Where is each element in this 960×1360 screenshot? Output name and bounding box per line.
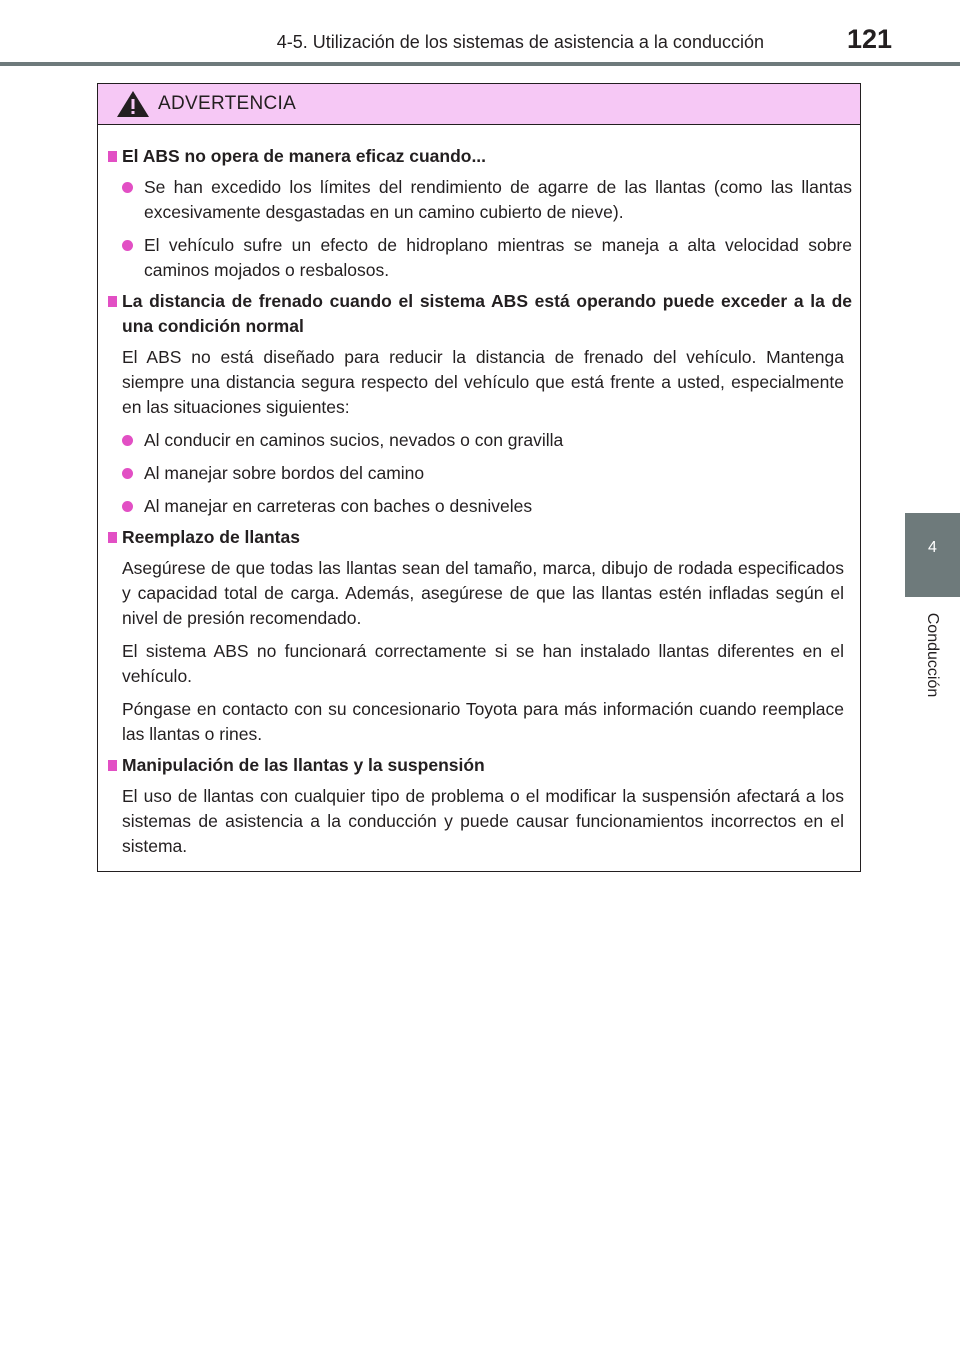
warning-triangle-icon <box>116 90 150 123</box>
list-item <box>108 175 852 225</box>
paragraph: Asegúrese de que todas las llantas sean del tamaño, marca, dibujo de rodada especificados y capacidad total de carga. Además, asegúrese de que las llantas estén infladas según el nivel de presión recomendado. <box>122 558 844 628</box>
list-item-text: Al conducir en caminos sucios, nevados o con gravilla <box>144 430 564 450</box>
list-item <box>108 233 852 283</box>
section-heading-text: Manipulación de las llantas y la suspensión <box>122 755 485 775</box>
square-bullet-icon <box>108 532 117 543</box>
list-item <box>108 428 852 453</box>
section-heading <box>108 144 852 169</box>
header-title: 4-5. Utilización de los sistemas de asistencia a la conducción <box>276 32 764 52</box>
chapter-label: Conducción <box>924 612 941 698</box>
list-item-text: El vehículo sufre un efecto de hidroplano mientras se maneja a alta velocidad sobre caminos mojados o resbalosos. <box>144 235 852 280</box>
chapter-number: 4 <box>928 539 937 556</box>
section-heading <box>108 525 852 550</box>
section-heading <box>108 289 852 339</box>
round-bullet-icon <box>122 182 133 193</box>
round-bullet-icon <box>122 240 133 251</box>
section-heading <box>108 753 852 778</box>
paragraph: Póngase en contacto con su concesionario Toyota para más información cuando reemplace las llantas o rines. <box>122 699 844 744</box>
list-item-text: Se han excedido los límites del rendimiento de agarre de las llantas (como las llantas excesivamente desgastadas en un camino cubierto de nieve). <box>144 177 852 222</box>
warning-body <box>98 125 860 859</box>
round-bullet-icon <box>122 468 133 479</box>
header-rule <box>0 62 960 66</box>
list-item <box>108 494 852 519</box>
section-heading-text: El ABS no opera de manera eficaz cuando... <box>122 146 487 166</box>
warning-header <box>98 84 860 125</box>
warning-box <box>97 83 861 872</box>
round-bullet-icon <box>122 501 133 512</box>
square-bullet-icon <box>108 296 117 307</box>
page-number: 121 <box>846 24 892 54</box>
square-bullet-icon <box>108 760 117 771</box>
paragraph: El uso de llantas con cualquier tipo de problema o el modificar la suspensión afectará a los sistemas de asistencia a la conducción y puede causar funcionamientos incorrectos en el sistema. <box>122 786 844 856</box>
list-item <box>108 461 852 486</box>
chapter-tab <box>905 513 960 597</box>
list-item-text: Al manejar en carreteras con baches o desniveles <box>144 496 533 516</box>
round-bullet-icon <box>122 435 133 446</box>
paragraph: El sistema ABS no funcionará correctamente si se han instalado llantas diferentes en el vehículo. <box>122 641 844 686</box>
section-heading-text: Reemplazo de llantas <box>122 527 300 547</box>
list-item-text: Al manejar sobre bordos del camino <box>144 463 425 483</box>
warning-title: ADVERTENCIA <box>158 93 297 114</box>
paragraph: El ABS no está diseñado para reducir la distancia de frenado del vehículo. Mantenga siempre una distancia segura respecto del vehículo que está frente a usted, especialmente en las situaciones siguientes: <box>122 347 844 417</box>
square-bullet-icon <box>108 151 117 162</box>
section-heading-text: La distancia de frenado cuando el sistema ABS está operando puede exceder a la de una condición normal <box>122 291 852 336</box>
